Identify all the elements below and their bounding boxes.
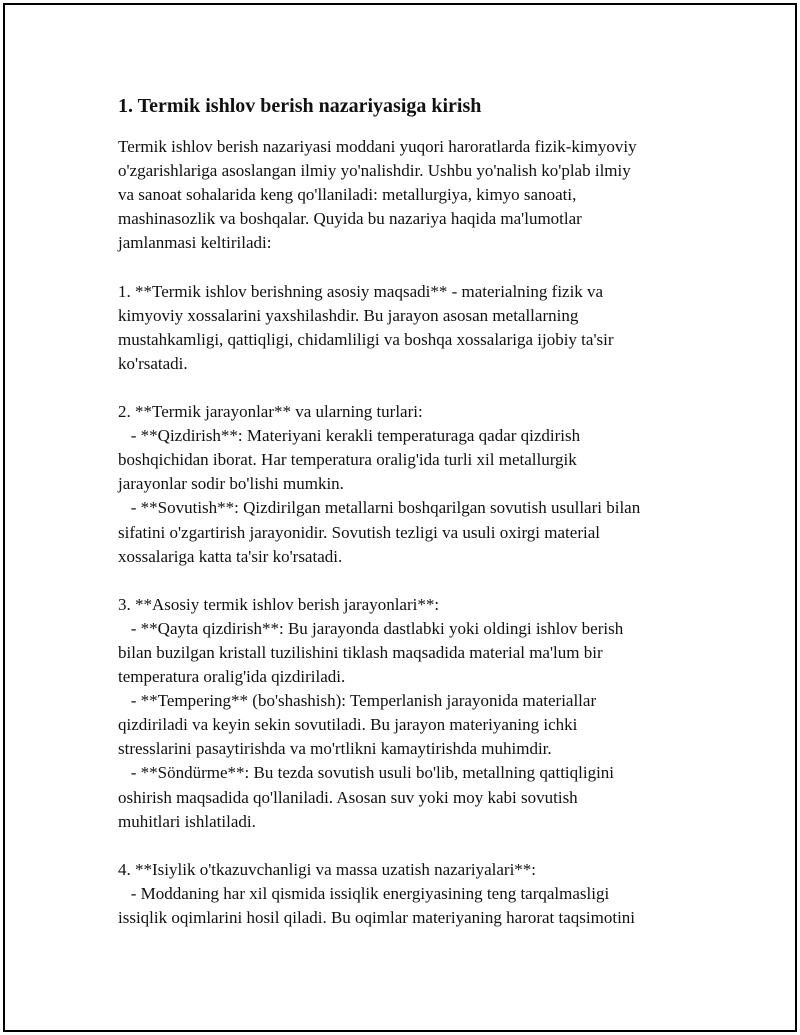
section-3-paragraph <box>118 593 718 834</box>
text-line: mashinasozlik va boshqalar. Quyida bu nazariya haqida ma'lumotlar <box>118 209 582 229</box>
text-line: qizdiriladi va keyin sekin sovutiladi. Bu jarayon materiyaning ichki <box>118 715 578 735</box>
text-line: oshirish maqsadida qo'llaniladi. Asosan suv yoki moy kabi sovutish <box>118 787 578 807</box>
document-title: 1. Termik ishlov berish nazariyasiga kirish <box>118 95 482 117</box>
intro-paragraph <box>118 135 718 255</box>
text-line: boshqichidan iborat. Har temperatura oralig'ida turli xil metallurgik <box>118 450 577 470</box>
text-line: stresslarini pasaytirishda va mo'rtlikni kamaytirishda muhimdir. <box>118 739 552 759</box>
text-line: o'zgarishlariga asoslangan ilmiy yo'nalishdir. Ushbu yo'nalish ko'plab ilmiy <box>118 161 631 181</box>
text-line: mustahkamligi, qattiqligi, chidamliligi va boshqa xossalariga ijobiy ta'sir <box>118 329 614 349</box>
section-4-paragraph <box>118 858 718 930</box>
document-body <box>118 94 718 954</box>
text-line: - **Tempering** (bo'shashish): Temperlanish jarayonida materiallar <box>118 691 597 711</box>
text-line: - Moddaning har xil qismida issiqlik energiyasining teng tarqalmasligi <box>118 883 610 903</box>
text-line: 3. **Asosiy termik ishlov berish jarayonlari**: <box>118 594 440 614</box>
text-line: - **Qizdirish**: Materiyani kerakli temperaturaga qadar qizdirish <box>118 426 581 446</box>
section-2-paragraph <box>118 400 718 569</box>
text-line: issiqlik oqimlarini hosil qiladi. Bu oqimlar materiyaning harorat taqsimotini <box>118 908 636 927</box>
text-line: Termik ishlov berish nazariyasi moddani yuqori haroratlarda fizik-kimyoviy <box>118 137 637 156</box>
text-line: xossalariga katta ta'sir ko'rsatadi. <box>118 546 343 566</box>
text-line: ko'rsatadi. <box>118 353 188 373</box>
text-line: va sanoat sohalarida keng qo'llaniladi: metallurgiya, kimyo sanoati, <box>118 185 577 205</box>
text-line: muhitlari ishlatiladi. <box>118 811 256 831</box>
text-line: temperatura oralig'ida qizdiriladi. <box>118 667 346 687</box>
text-line: - **Söndürme**: Bu tezda sovutish usuli bo'lib, metallning qattiqligini <box>118 763 615 783</box>
text-line: 2. **Termik jarayonlar** va ularning turlari: <box>118 402 423 422</box>
text-line: bilan buzilgan kristall tuzilishini tiklash maqsadida material ma'lum bir <box>118 642 603 662</box>
text-line: 1. **Termik ishlov berishning asosiy maqsadi** - materialning fizik va <box>118 281 604 301</box>
text-line: kimyoviy xossalarini yaxshilashdir. Bu jarayon asosan metallarning <box>118 305 579 325</box>
text-line: sifatini o'zgartirish jarayonidir. Sovutish tezligi va usuli oxirgi material <box>118 522 600 542</box>
section-1-paragraph <box>118 280 718 376</box>
text-line: jarayonlar sodir bo'lishi mumkin. <box>118 474 344 494</box>
text-line: jamlanmasi keltiriladi: <box>118 233 272 253</box>
text-line: - **Qayta qizdirish**: Bu jarayonda dastlabki yoki oldingi ishlov berish <box>118 618 624 638</box>
text-line: 4. **Isiylik o'tkazuvchanligi va massa uzatish nazariyalari**: <box>118 859 537 879</box>
text-line: - **Sovutish**: Qizdirilgan metallarni boshqarilgan sovutish usullari bilan <box>118 498 641 518</box>
